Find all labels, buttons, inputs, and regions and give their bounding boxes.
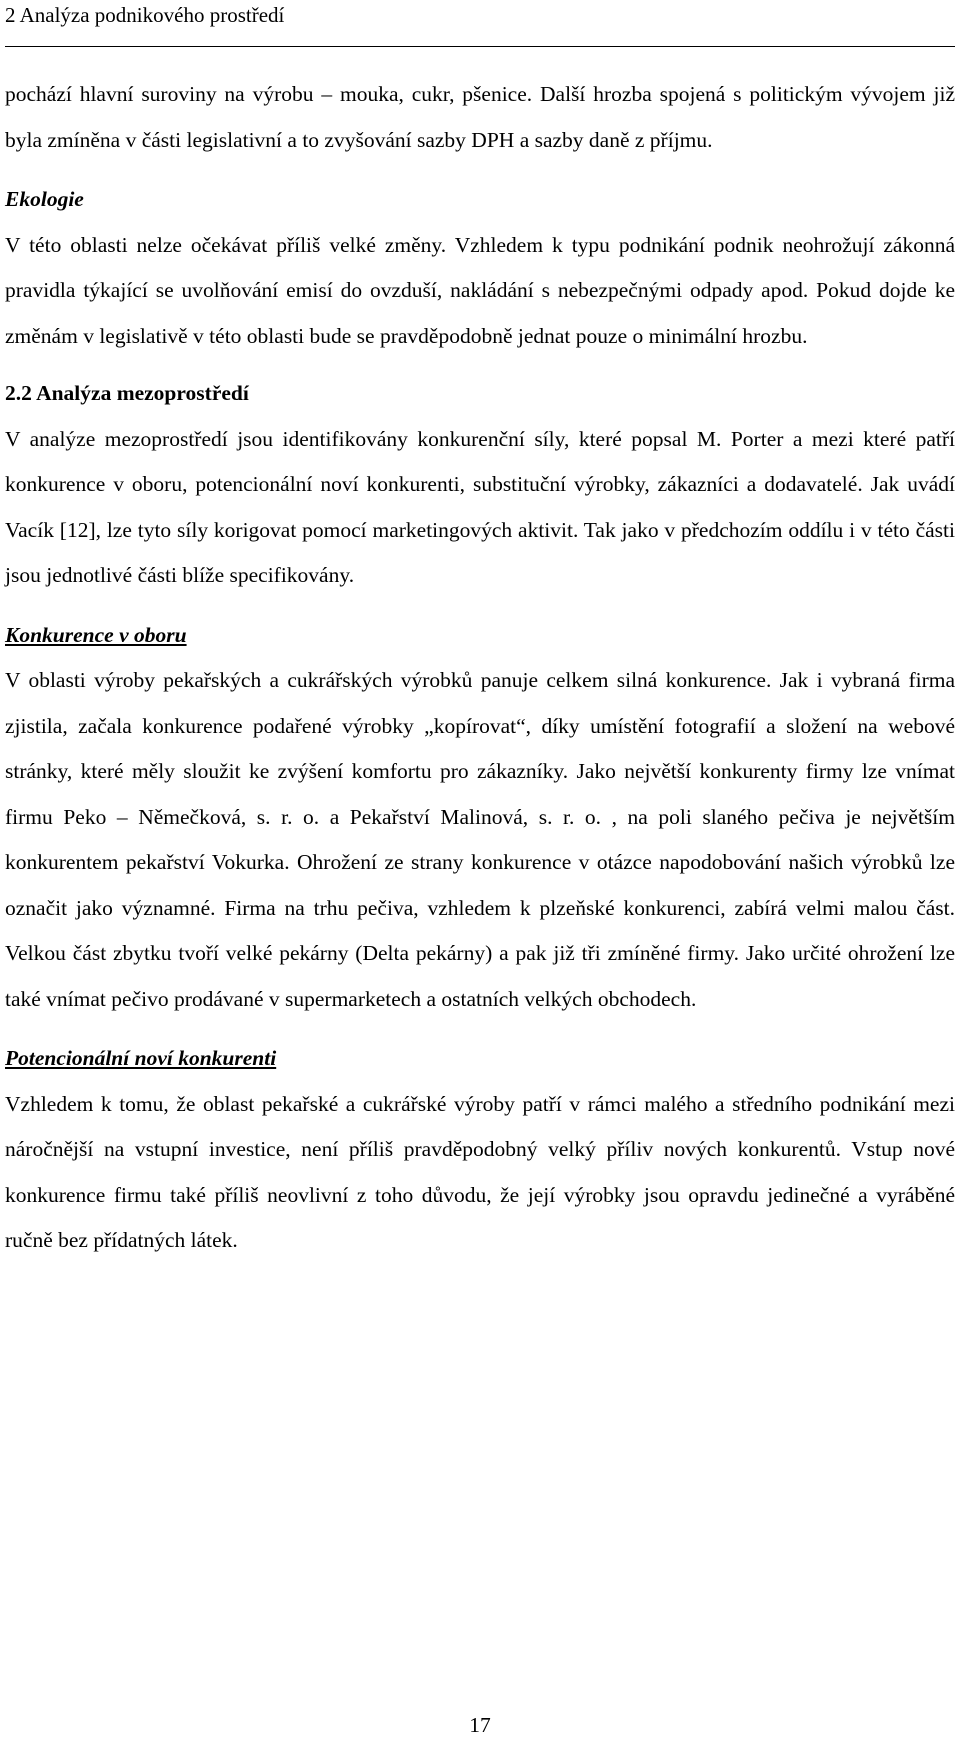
body-text — [5, 72, 955, 1264]
section-heading-mezoprostredi: 2.2 Analýza mezoprostředí — [5, 381, 249, 405]
header-rule — [5, 46, 955, 47]
page-number: 17 — [469, 1713, 491, 1737]
heading-ekologie: Ekologie — [5, 187, 84, 211]
paragraph-konkurence: V oblasti výroby pekařských a cukrářských výrobků panuje celkem silná konkurence. Jak i vybraná firma zjistila, začala konkurence podařené výrobky „kopírovat“, díky umístění fotografií a složení na webové stránky, které měly sloužit ke zvýšení komfortu pro zákazníky. Jako největší konkurenty firmy lze vnímat firmu Peko – Němečková, s. r. o. a Pekařství Malinová, s. r. o. , na poli slaného pečiva je největším konkurentem pekařství Vokurka. Ohrožení ze strany konkurence v otázce napodobování našich výrobků lze označit jako významné. Firma na trhu pečiva, vzhledem k plzeňské konkurenci, zabírá velmi malou část. Velkou část zbytku tvoří velké pekárny (Delta pekárny) a pak již tři zmíněné firmy. Jako určité ohrožení lze také vnímat pečivo prodávané v supermarketech a ostatních velkých obchodech. — [5, 668, 955, 1011]
paragraph-potencionalni: Vzhledem k tomu, že oblast pekařské a cukrářské výroby patří v rámci malého a středního podnikání mezi náročnější na vstupní investice, není příliš pravděpodobný velký příliv nových konkurentů. Vstup nové konkurence firmu také příliš neovlivní z toho důvodu, že její výrobky jsou opravdu jedinečné a vyráběné ručně bez přídatných látek. — [5, 1091, 955, 1252]
spacer — [5, 1022, 955, 1036]
spacer — [5, 163, 955, 177]
running-header: 2 Analýza podnikového prostředí — [5, 3, 285, 27]
spacer — [5, 599, 955, 613]
paragraph-suroviny: pochází hlavní suroviny na výrobu – mouka, cukr, pšenice. Další hrozba spojená s politickým vývojem již byla zmíněna v části legislativní a to zvyšování sazby DPH a sazby daně z příjmu. — [5, 82, 955, 152]
heading-konkurence-v-oboru: Konkurence v oboru — [5, 622, 187, 647]
heading-potencionalni-konkurenti: Potencionální noví konkurenti — [5, 1046, 277, 1070]
paragraph-mezoprostredi: V analýze mezoprostředí jsou identifikovány konkurenční síly, které popsal M. Porter a mezi které patří konkurence v oboru, potencionální noví konkurenti, substituční výrobky, zákazníci a dodavatelé. Jak uvádí Vacík [12], lze tyto síly korigovat pomocí marketingových aktivit. Tak jako v předchozím oddílu i v této části jsou jednotlivé části blíže specifikovány. — [5, 426, 955, 587]
paragraph-ekologie: V této oblasti nelze očekávat příliš velké změny. Vzhledem k typu podnikání podnik neohrožují zákonná pravidla týkající se uvolňování emisí do ovzduší, nakládání s nebezpečnými odpady apod. Pokud dojde ke změnám v legislativě v této oblasti bude se pravděpodobně jednat pouze o minimální hrozbu. — [5, 232, 955, 348]
